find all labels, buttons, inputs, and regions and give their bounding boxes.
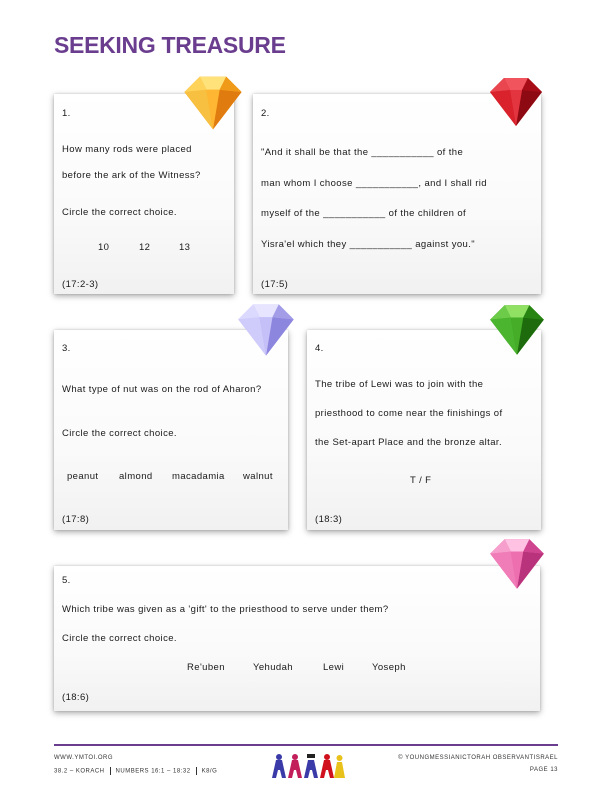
footer-separator: [196, 767, 197, 775]
question-card-5: [54, 566, 540, 711]
question-number: 3.: [62, 343, 71, 354]
footer-portion: 38.2 – KORACH: [54, 768, 105, 775]
question-text-line: "And it shall be that the ___________ of the: [261, 147, 464, 158]
scripture-reference: (17:8): [62, 514, 90, 525]
question-number: 1.: [62, 108, 71, 119]
question-text: Which tribe was given as a 'gift' to the priesthood to serve under them?: [62, 604, 389, 615]
answer-choice[interactable]: 13: [179, 242, 191, 253]
footer-separator: [110, 767, 111, 775]
answer-choice[interactable]: 10: [98, 242, 110, 253]
answer-choice[interactable]: macadamia: [172, 471, 225, 482]
question-text-line: myself of the ___________ of the children of: [261, 208, 467, 219]
instruction-text: Circle the correct choice.: [62, 428, 177, 439]
question-text-line: man whom I choose ___________, and I shall rid: [261, 178, 487, 189]
ymtoi-logo-icon: [268, 752, 348, 780]
question-text-line: before the ark of the Witness?: [62, 170, 201, 181]
scripture-reference: (17:5): [261, 279, 289, 290]
instruction-text: Circle the correct choice.: [62, 633, 177, 644]
question-text-line: the Set-apart Place and the bronze altar.: [315, 437, 502, 448]
footer-website[interactable]: WWW.YMTOI.ORG: [54, 755, 114, 761]
question-text-line: priesthood to come near the finishings of: [315, 408, 503, 419]
footer-level: K8/G: [201, 768, 218, 775]
instruction-text: Circle the correct choice.: [62, 207, 177, 218]
question-text-line: The tribe of Lewi was to join with the: [315, 379, 484, 390]
question-text-line: Yisra'el which they ___________ against you.": [261, 239, 476, 250]
answer-choice[interactable]: Re'uben: [187, 662, 225, 673]
answer-choice[interactable]: 12: [139, 242, 151, 253]
question-number: 2.: [261, 108, 270, 119]
true-false-choice[interactable]: T / F: [410, 475, 432, 486]
question-number: 4.: [315, 343, 324, 354]
footer-divider: [54, 744, 558, 746]
green-gem-icon: [486, 300, 548, 360]
footer-reference: NUMBERS 16:1 – 18:32: [115, 768, 191, 775]
footer-details: [54, 767, 217, 775]
question-number: 5.: [62, 575, 71, 586]
scripture-reference: (17:2-3): [62, 279, 99, 290]
answer-choice[interactable]: almond: [119, 471, 153, 482]
lavender-gem-icon: [234, 300, 298, 360]
question-text-line: How many rods were placed: [62, 144, 192, 155]
answer-choice[interactable]: Lewi: [323, 662, 345, 673]
question-card-4: [307, 330, 541, 530]
red-gem-icon: [486, 72, 546, 132]
scripture-reference: (18:6): [62, 692, 90, 703]
answer-choice[interactable]: Yehudah: [253, 662, 293, 673]
question-card-3: [54, 330, 288, 530]
answer-choice[interactable]: Yoseph: [372, 662, 406, 673]
scripture-reference: (18:3): [315, 514, 343, 525]
page-title: SEEKING TREASURE: [54, 32, 286, 58]
pink-gem-icon: [486, 534, 548, 594]
footer-copyright: © YOUNGMESSIANICTORAH OBSERVANTISRAEL: [398, 755, 558, 761]
question-text: What type of nut was on the rod of Aharon?: [62, 384, 262, 395]
footer-page-number: PAGE 13: [529, 767, 558, 773]
yellow-gem-icon: [180, 72, 246, 134]
answer-choice[interactable]: peanut: [67, 471, 99, 482]
answer-choice[interactable]: walnut: [243, 471, 273, 482]
